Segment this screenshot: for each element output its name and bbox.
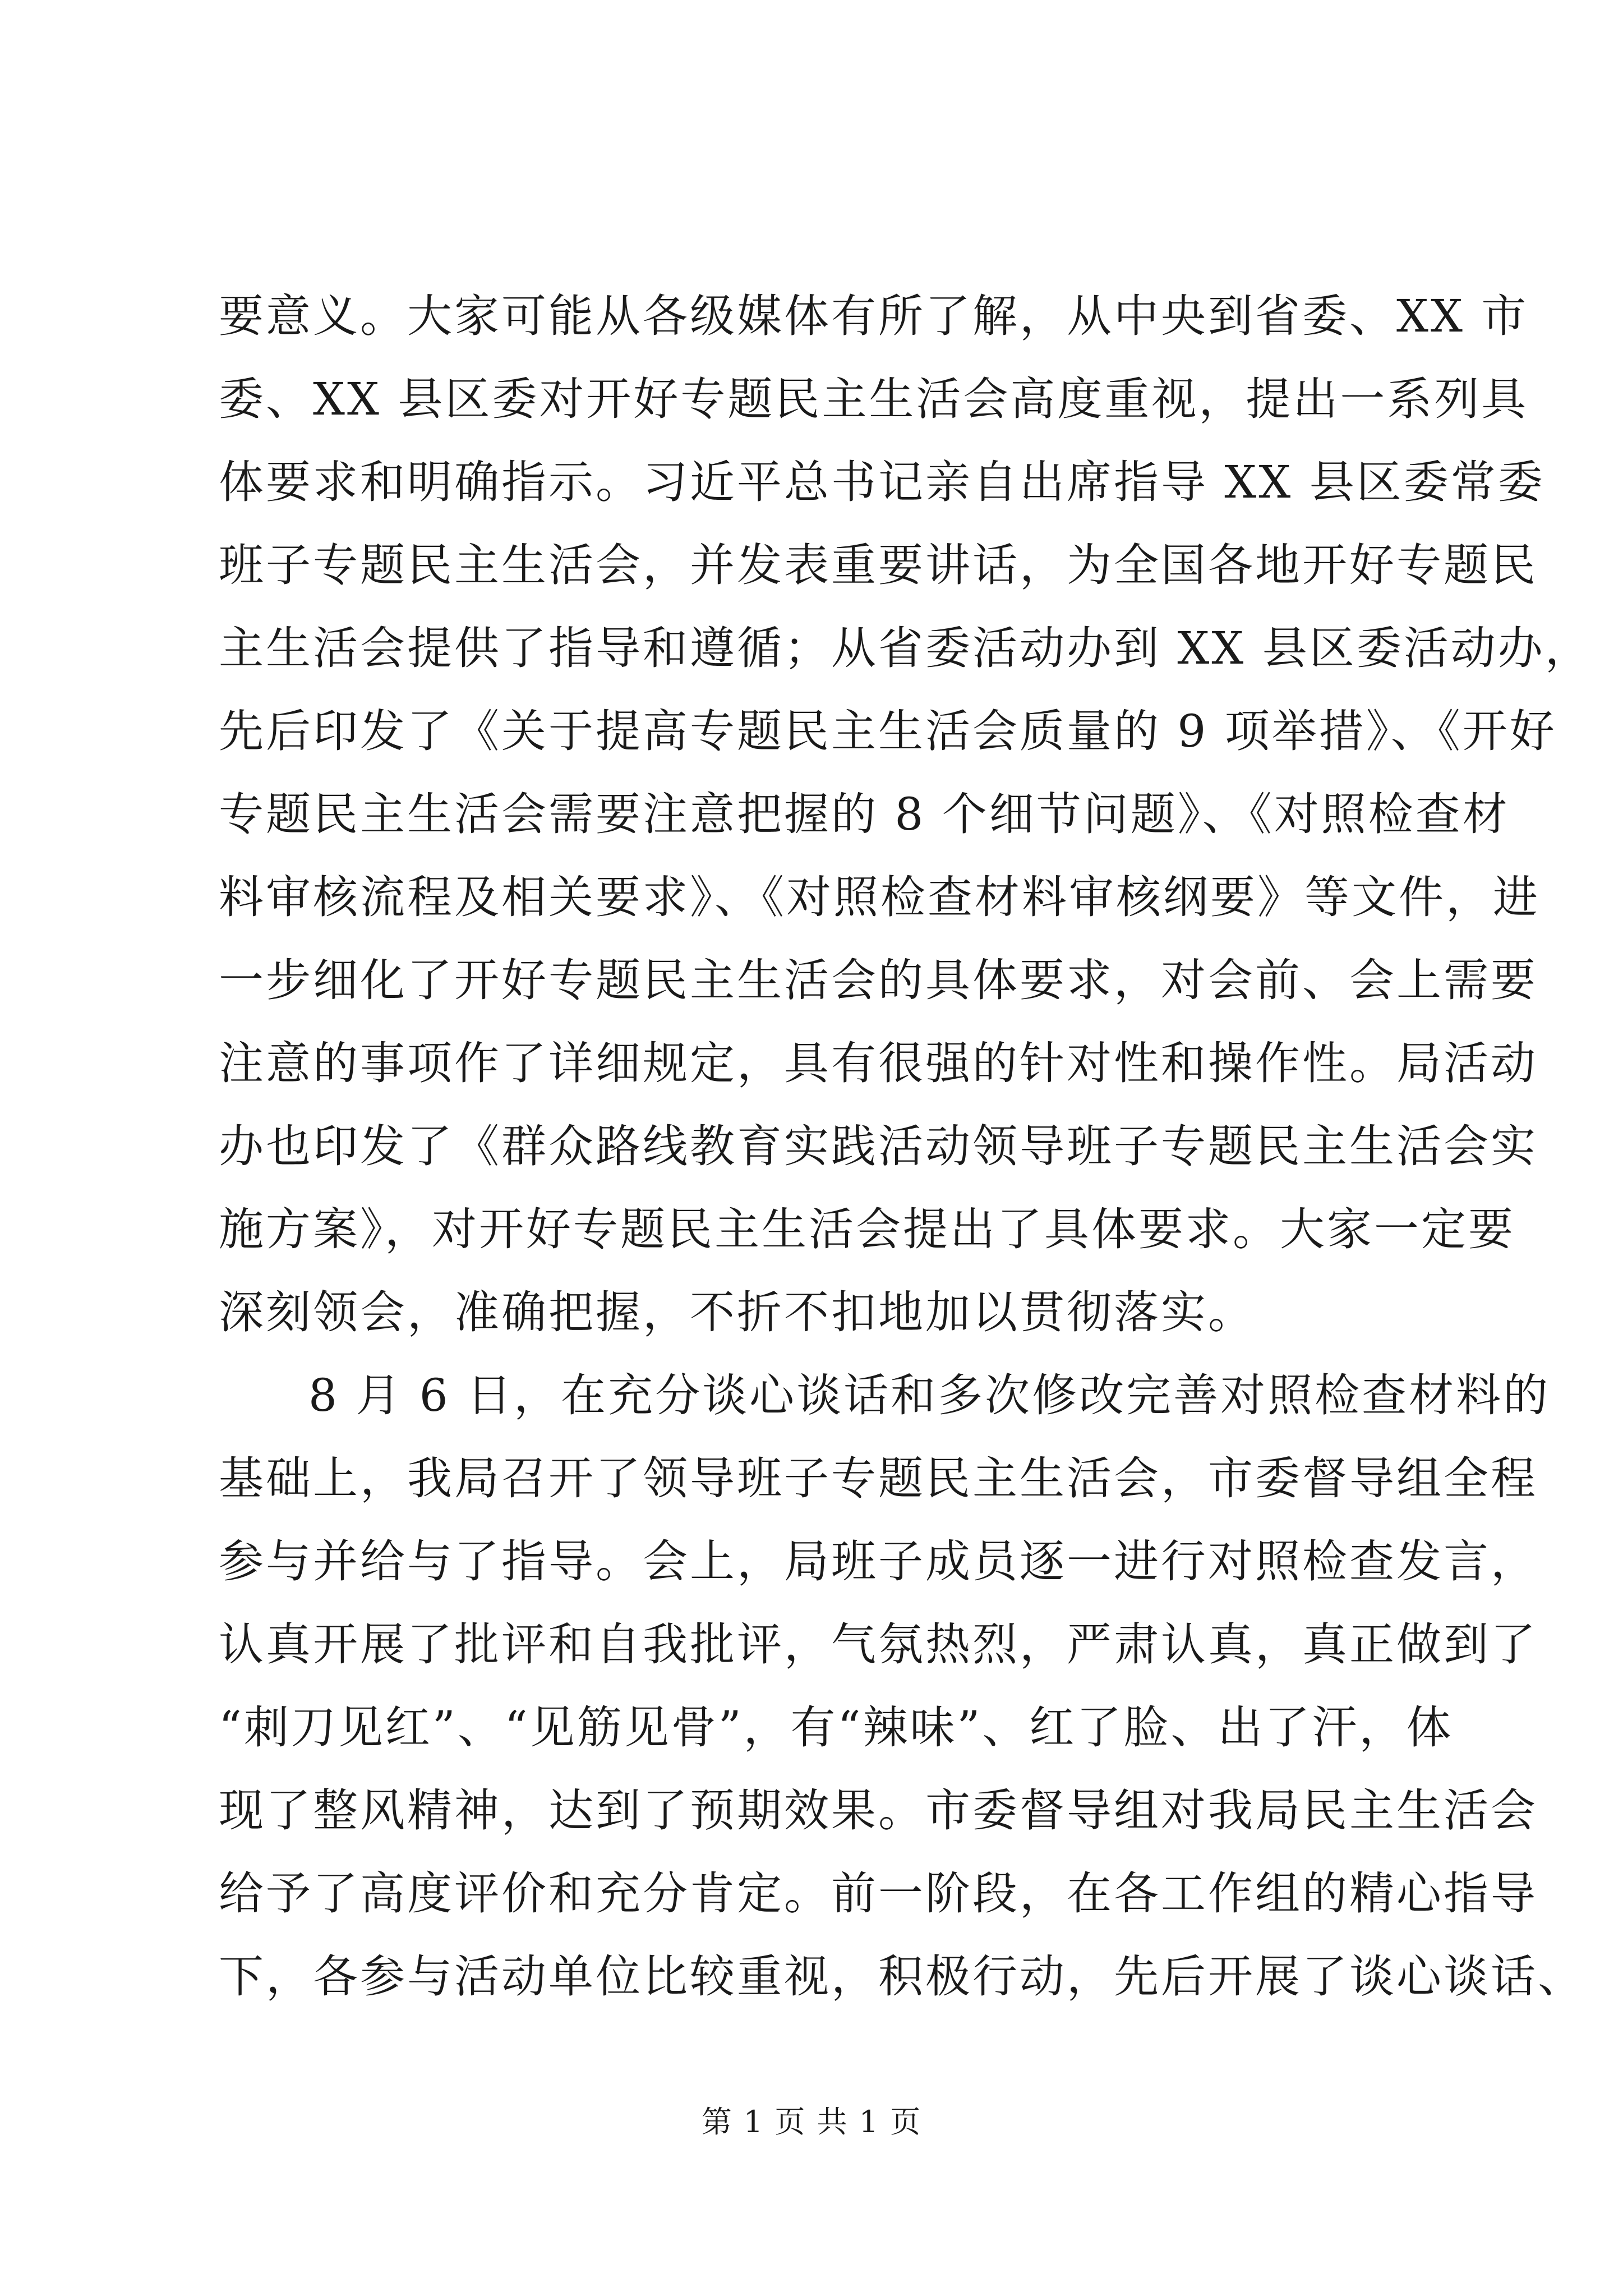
text-line: 施方案》，对开好专题民主生活会提出了具体要求。大家一定要: [219, 1203, 1515, 1255]
page-footer: [0, 2102, 1623, 2142]
text-line: 班子专题民主生活会，并发表重要讲话，为全国各地开好专题民: [219, 539, 1538, 591]
text-line: 基础上，我局召开了领导班子专题民主生活会，市委督导组全程: [219, 1452, 1538, 1504]
page-number-label: 第 1 页 共 1 页: [701, 2104, 922, 2139]
text-line: 料审核流程及相关要求》、《对照检查材料审核纲要》等文件，进: [219, 871, 1540, 923]
text-line: 委、XX 县区委对开好专题民主生活会高度重视，提出一系列具: [219, 373, 1529, 425]
text-line: 主生活会提供了指导和遵循；从省委活动办到 XX 县区委活动办，: [219, 622, 1592, 674]
text-line: 现了整风精神，达到了预期效果。市委督导组对我局民主生活会: [219, 1784, 1538, 1837]
text-line: 参与并给与了指导。会上，局班子成员逐一进行对照检查发言，: [219, 1535, 1538, 1588]
paragraph-2: [219, 1354, 1585, 2018]
text-line: 要意义。大家可能从各级媒体有所了解，从中央到省委、XX 市: [219, 290, 1529, 342]
text-line: 先后印发了《关于提高专题民主生活会质量的 9 项举措》、《开好: [219, 705, 1557, 757]
text-line: 注意的事项作了详细规定，具有很强的针对性和操作性。局活动: [219, 1037, 1538, 1089]
text-line: “刺刀见红”、“见筋见骨”，有“辣味”、红了脸、出了汗，体: [219, 1701, 1454, 1754]
text-line: 8 月 6 日，在充分谈心谈话和多次修改完善对照检查材料的: [308, 1369, 1551, 1421]
text-line: 办也印发了《群众路线教育实践活动领导班子专题民主生活会实: [219, 1120, 1538, 1172]
document-body: [219, 275, 1592, 2018]
text-line: 体要求和明确指示。习近平总书记亲自出席指导 XX 县区委常委: [219, 456, 1545, 508]
text-line: 给予了高度评价和充分肯定。前一阶段，在各工作组的精心指导: [219, 1867, 1538, 1920]
text-line: 专题民主生活会需要注意把握的 8 个细节问题》、《对照检查材: [219, 788, 1510, 840]
paragraph-1: [219, 275, 1592, 1354]
text-line: 下，各参与活动单位比较重视，积极行动，先后开展了谈心谈话、: [219, 1950, 1585, 2003]
text-line: 深刻领会，准确把握，不折不扣地加以贯彻落实。: [219, 1286, 1255, 1338]
text-line: 认真开展了批评和自我批评，气氛热烈，严肃认真，真正做到了: [219, 1618, 1538, 1671]
text-line: 一步细化了开好专题民主生活会的具体要求，对会前、会上需要: [219, 954, 1538, 1006]
